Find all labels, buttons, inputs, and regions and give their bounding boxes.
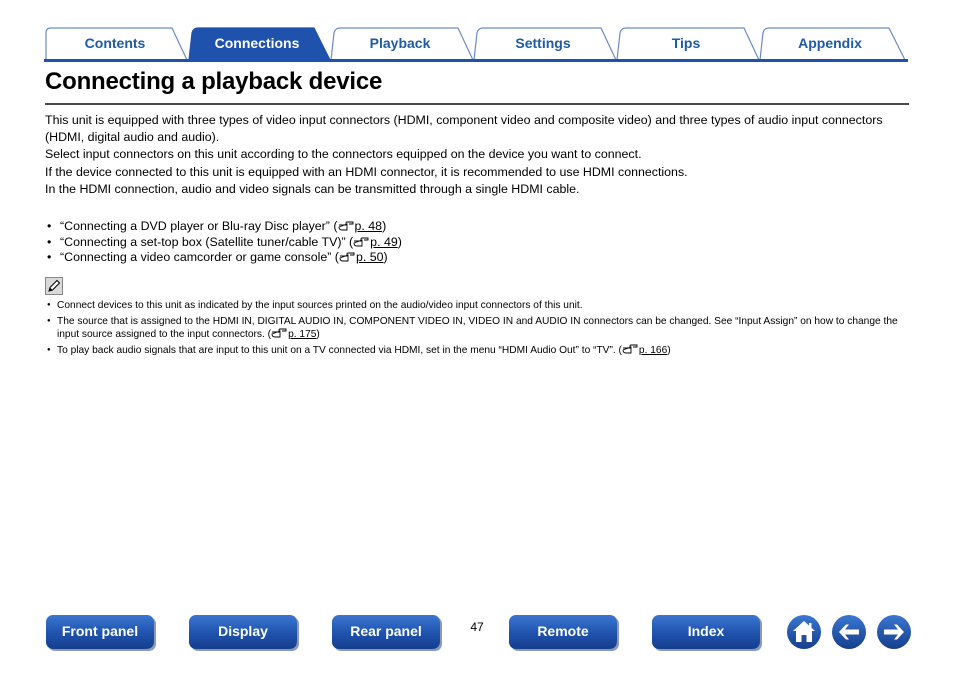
page-ref-number: p. 48 xyxy=(354,219,383,233)
home-icon[interactable] xyxy=(786,614,822,650)
pointing-hand-icon xyxy=(338,221,354,231)
page-ref[interactable] xyxy=(339,250,384,264)
page-ref-number: p. 49 xyxy=(370,234,398,249)
paragraph: This unit is equipped with three types of video input connectors (HDMI, component video and composite video) and three types of audio input connectors (HDMI, digital audio and audio). xyxy=(45,113,883,144)
tab-bar xyxy=(44,26,908,62)
pencil-icon xyxy=(45,277,63,295)
arrow-right-icon[interactable] xyxy=(876,614,912,650)
tab-tips[interactable]: Tips xyxy=(671,35,701,51)
intro-text xyxy=(45,112,911,199)
page-ref[interactable] xyxy=(271,329,316,340)
tab-settings[interactable]: Settings xyxy=(515,35,571,51)
page-title: Connecting a playback device xyxy=(45,68,383,95)
page-ref[interactable] xyxy=(622,345,667,356)
note-item: ● The source that is assigned to the HDMI IN, DIGITAL AUDIO IN, COMPONENT VIDEO IN, VIDEO IN and AUDIO IN connectors can be changed. See “Input Assign” on how to change the input source assigned to the input connectors. ( p. 175) xyxy=(47,315,907,342)
link-text: “Connecting a video camcorder or game console” ( xyxy=(60,250,339,265)
pointing-hand-icon xyxy=(353,237,369,247)
note-item: ● Connect devices to this unit as indicated by the input sources printed on the audio/video input connectors of this unit. xyxy=(47,299,907,313)
note-item: ● To play back audio signals that are input to this unit on a TV connected via HDMI, set in the menu “HDMI Audio Out” to “TV”. ( p. 166) xyxy=(47,344,907,358)
paragraph: If the device connected to this unit is equipped with an HDMI connector, it is recommended to use HDMI connections. xyxy=(45,164,688,179)
page-ref-number: p. 166 xyxy=(638,344,668,356)
pointing-hand-icon xyxy=(622,344,638,354)
page-ref-number: p. 50 xyxy=(355,250,384,265)
tab-appendix[interactable]: Appendix xyxy=(798,35,862,51)
page-ref[interactable] xyxy=(338,219,383,233)
arrow-left-icon[interactable] xyxy=(831,614,867,650)
link-text: “Connecting a set-top box (Satellite tuner/cable TV)” ( xyxy=(60,234,354,249)
page-number: 47 xyxy=(470,620,484,634)
paragraph: Select input connectors on this unit according to the connectors equipped on the device you want to connect. xyxy=(45,147,642,161)
link-item[interactable]: • “Connecting a set-top box (Satellite tuner/cable TV)” ( p. 49) xyxy=(47,235,907,251)
pointing-hand-icon xyxy=(339,252,355,262)
display-button[interactable]: Display xyxy=(189,615,297,649)
title-divider xyxy=(45,103,909,105)
index-button[interactable]: Index xyxy=(652,615,760,649)
connection-links xyxy=(47,219,907,266)
page-ref[interactable] xyxy=(353,235,398,249)
rear-panel-button[interactable]: Rear panel xyxy=(332,615,440,649)
link-item[interactable]: • “Connecting a DVD player or Blu-ray Disc player” ( p. 48) xyxy=(47,219,907,235)
tab-connections[interactable]: Connections xyxy=(214,35,300,51)
notes-list xyxy=(47,299,907,359)
link-item[interactable]: • “Connecting a video camcorder or game console” ( p. 50) xyxy=(47,250,907,266)
link-text: “Connecting a DVD player or Blu-ray Disc player” ( xyxy=(60,219,338,233)
remote-button[interactable]: Remote xyxy=(509,615,617,649)
tab-contents[interactable]: Contents xyxy=(84,35,146,51)
front-panel-button[interactable]: Front panel xyxy=(46,615,154,649)
pointing-hand-icon xyxy=(271,328,287,338)
paragraph: In the HDMI connection, audio and video signals can be transmitted through a single HDMI cable. xyxy=(45,182,580,196)
tab-playback[interactable]: Playback xyxy=(369,35,431,51)
page-ref-number: p. 175 xyxy=(288,329,317,341)
